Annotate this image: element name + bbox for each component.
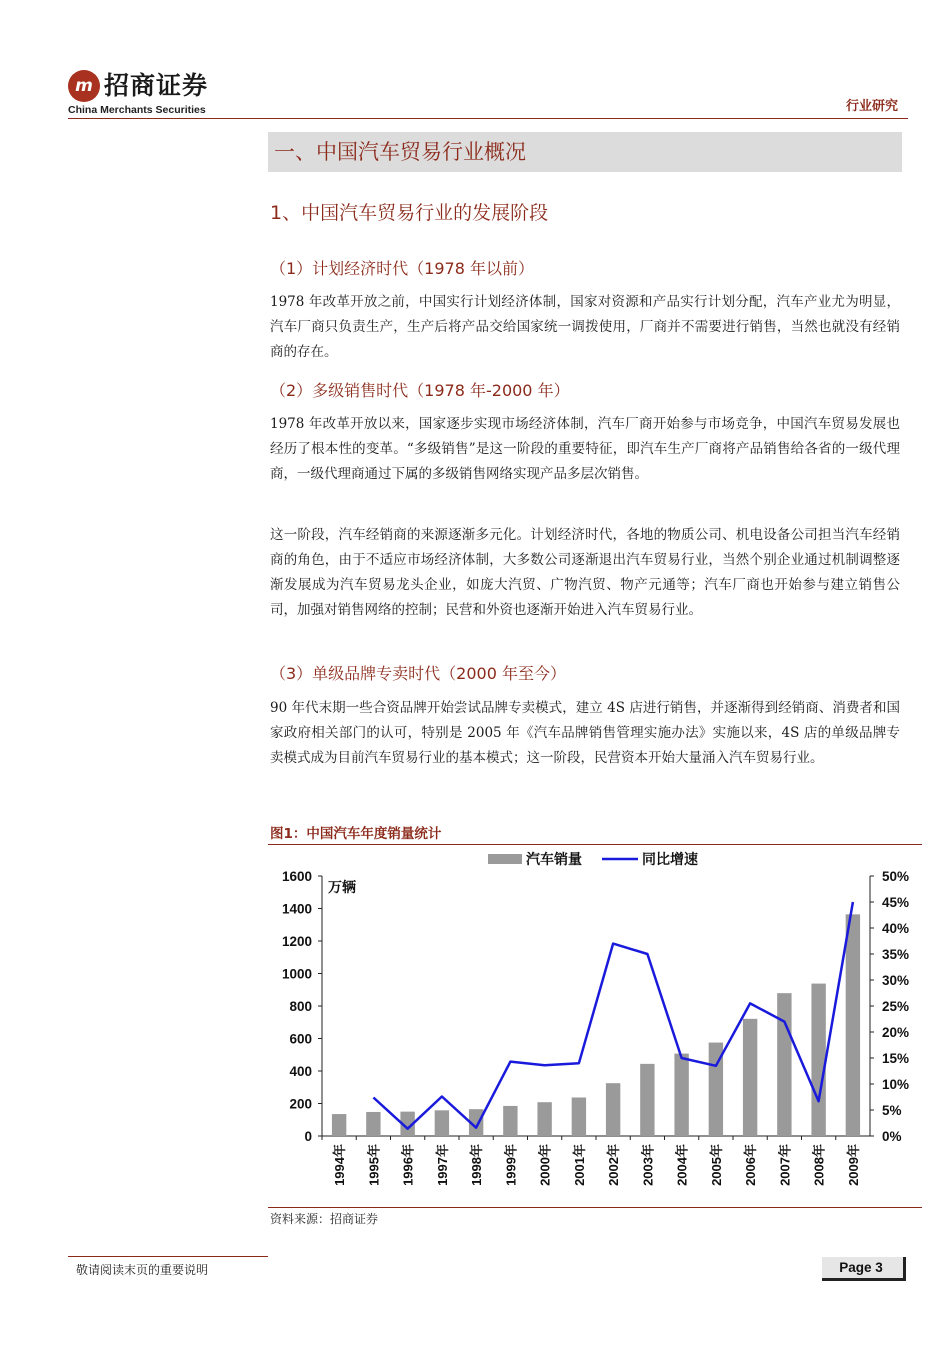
stage1-heading: （1）计划经济时代（1978 年以前） — [270, 259, 534, 278]
sales-bar — [743, 1019, 757, 1136]
logo-mark-icon: m — [68, 70, 100, 102]
left-axis-tick-label: 600 — [289, 1031, 312, 1047]
disclaimer-note: 敬请阅读末页的重要说明 — [76, 1263, 209, 1277]
left-axis-tick-label: 1200 — [281, 934, 312, 949]
sales-bar — [537, 1102, 551, 1136]
footer-divider — [68, 1256, 268, 1257]
right-axis-tick-label: 5% — [882, 1103, 902, 1118]
logo-english-name: China Merchants Securities — [68, 104, 206, 116]
figure-source: 资料来源：招商证券 — [270, 1212, 379, 1226]
right-axis-tick-label: 30% — [882, 973, 910, 988]
page-number: Page 3 — [839, 1260, 883, 1275]
stage2-heading: （2）多级销售时代（1978 年-2000 年） — [270, 381, 570, 400]
sales-bar — [846, 914, 860, 1136]
header-divider — [68, 118, 908, 119]
right-axis-tick-label: 15% — [882, 1051, 910, 1066]
left-axis-tick-label: 200 — [289, 1096, 312, 1112]
stage2-paragraph-1: 1978 年改革开放以来，国家逐步实现市场经济体制，汽车厂商开始参与市场竞争，中国汽车贸易发展也经历了根本性的变革。“多级销售”是这一阶段的重要特征，即汽车生产厂商将产品销售给各省的一级代理商，一级代理商通过下属的多级销售网络实现产品多层次销售。 — [270, 416, 900, 482]
right-axis-tick-label: 10% — [882, 1077, 910, 1092]
x-axis-tick-label: 1997年 — [434, 1144, 450, 1186]
legend-label-growth: 同比增速 — [642, 852, 698, 868]
right-axis-tick-label: 20% — [882, 1025, 910, 1040]
x-axis-tick-label: 2005年 — [708, 1144, 724, 1186]
x-axis-tick-label: 2008年 — [811, 1144, 827, 1186]
sales-bar — [640, 1064, 654, 1136]
legend-swatch-sales — [488, 854, 522, 864]
left-axis-unit-label: 万辆 — [328, 880, 356, 896]
sales-bar — [503, 1106, 517, 1136]
right-axis-tick-label: 35% — [882, 947, 910, 962]
section-heading-bar — [268, 132, 902, 172]
sales-bar — [777, 993, 791, 1136]
x-axis-tick-label: 1996年 — [400, 1144, 416, 1186]
subsection-heading: 1、中国汽车贸易行业的发展阶段 — [270, 202, 549, 224]
sales-bar — [572, 1097, 586, 1136]
figure-bottom-rule — [268, 1207, 922, 1208]
left-axis-tick-label: 800 — [289, 999, 312, 1014]
page-number-box — [822, 1257, 906, 1281]
x-axis-tick-label: 2004年 — [674, 1144, 690, 1186]
x-axis-tick-label: 1998年 — [469, 1144, 485, 1186]
x-axis-tick-label: 2001年 — [571, 1144, 587, 1186]
figure-top-rule — [268, 844, 922, 845]
x-axis-tick-label: 2009年 — [845, 1144, 861, 1186]
stage3-heading: （3）单级品牌专卖时代（2000 年至今） — [270, 664, 566, 683]
x-axis-tick-label: 1999年 — [503, 1144, 519, 1186]
legend-label-sales: 汽车销量 — [526, 852, 582, 868]
logo-chinese-name: 招商证券 — [104, 71, 209, 100]
left-axis-tick-label: 1400 — [281, 901, 312, 917]
x-axis-tick-label: 2006年 — [743, 1144, 759, 1186]
right-axis-tick-label: 45% — [882, 895, 910, 910]
right-axis-tick-label: 50% — [882, 869, 910, 884]
x-axis-tick-label: 1994年 — [332, 1144, 348, 1186]
x-axis-tick-label: 2002年 — [606, 1144, 622, 1186]
sales-bar — [435, 1110, 449, 1136]
report-type-tag: 行业研究 — [845, 99, 898, 114]
right-axis-tick-label: 25% — [882, 999, 910, 1014]
sales-bar — [674, 1054, 688, 1136]
stage1-paragraph: 1978 年改革开放之前，中国实行计划经济体制，国家对资源和产品实行计划分配，汽车产业尤为明显，汽车厂商只负责生产，生产后将产品交给国家统一调拨使用，厂商并不需要进行销售，当然也就没有经销商的存在。 — [270, 294, 900, 360]
right-axis-tick-label: 40% — [882, 921, 910, 936]
x-axis-tick-label: 1995年 — [366, 1144, 382, 1186]
right-axis-tick-label: 0% — [882, 1129, 902, 1144]
stage2-paragraph-2: 这一阶段，汽车经销商的来源逐渐多元化。计划经济时代，各地的物质公司、机电设备公司担当汽车经销商的角色，由于不适应市场经济体制，大多数公司逐渐退出汽车贸易行业，当然个别企业通过机制调整逐渐发展成为汽车贸易龙头企业，如庞大汽贸、广物汽贸、物产元通等；汽车厂商也开始参与建立销售公司，加强对销售网络的控制；民营和外资也逐渐开始进入汽车贸易行业。 — [270, 527, 900, 618]
left-axis-tick-label: 1000 — [281, 966, 312, 982]
sales-bar — [332, 1114, 346, 1136]
left-axis-tick-label: 1600 — [281, 869, 312, 884]
sales-chart — [268, 846, 922, 1206]
x-axis-tick-label: 2003年 — [640, 1144, 656, 1186]
stage3-paragraph: 90 年代末期一些合资品牌开始尝试品牌专卖模式，建立 4S 店进行销售，并逐渐得到经销商、消费者和国家政府相关部门的认可，特别是 2005 年《汽车品牌销售管理实施办法》实施以来，4S 店的单级品牌专卖模式成为目前汽车贸易行业的基本模式；这一阶段，民营资本开始大量涌入汽车贸易行业。 — [270, 700, 900, 766]
sales-bar — [811, 984, 825, 1136]
sales-bar — [366, 1112, 380, 1136]
figure-title: 图1：中国汽车年度销量统计 — [270, 826, 442, 842]
x-axis-tick-label: 2000年 — [537, 1144, 553, 1186]
sales-bar — [606, 1083, 620, 1136]
left-axis-tick-label: 400 — [289, 1064, 312, 1079]
company-logo — [68, 70, 228, 118]
left-axis-tick-label: 0 — [304, 1129, 312, 1144]
x-axis-tick-label: 2007年 — [777, 1144, 793, 1186]
section-heading: 一、中国汽车贸易行业概况 — [274, 140, 526, 164]
